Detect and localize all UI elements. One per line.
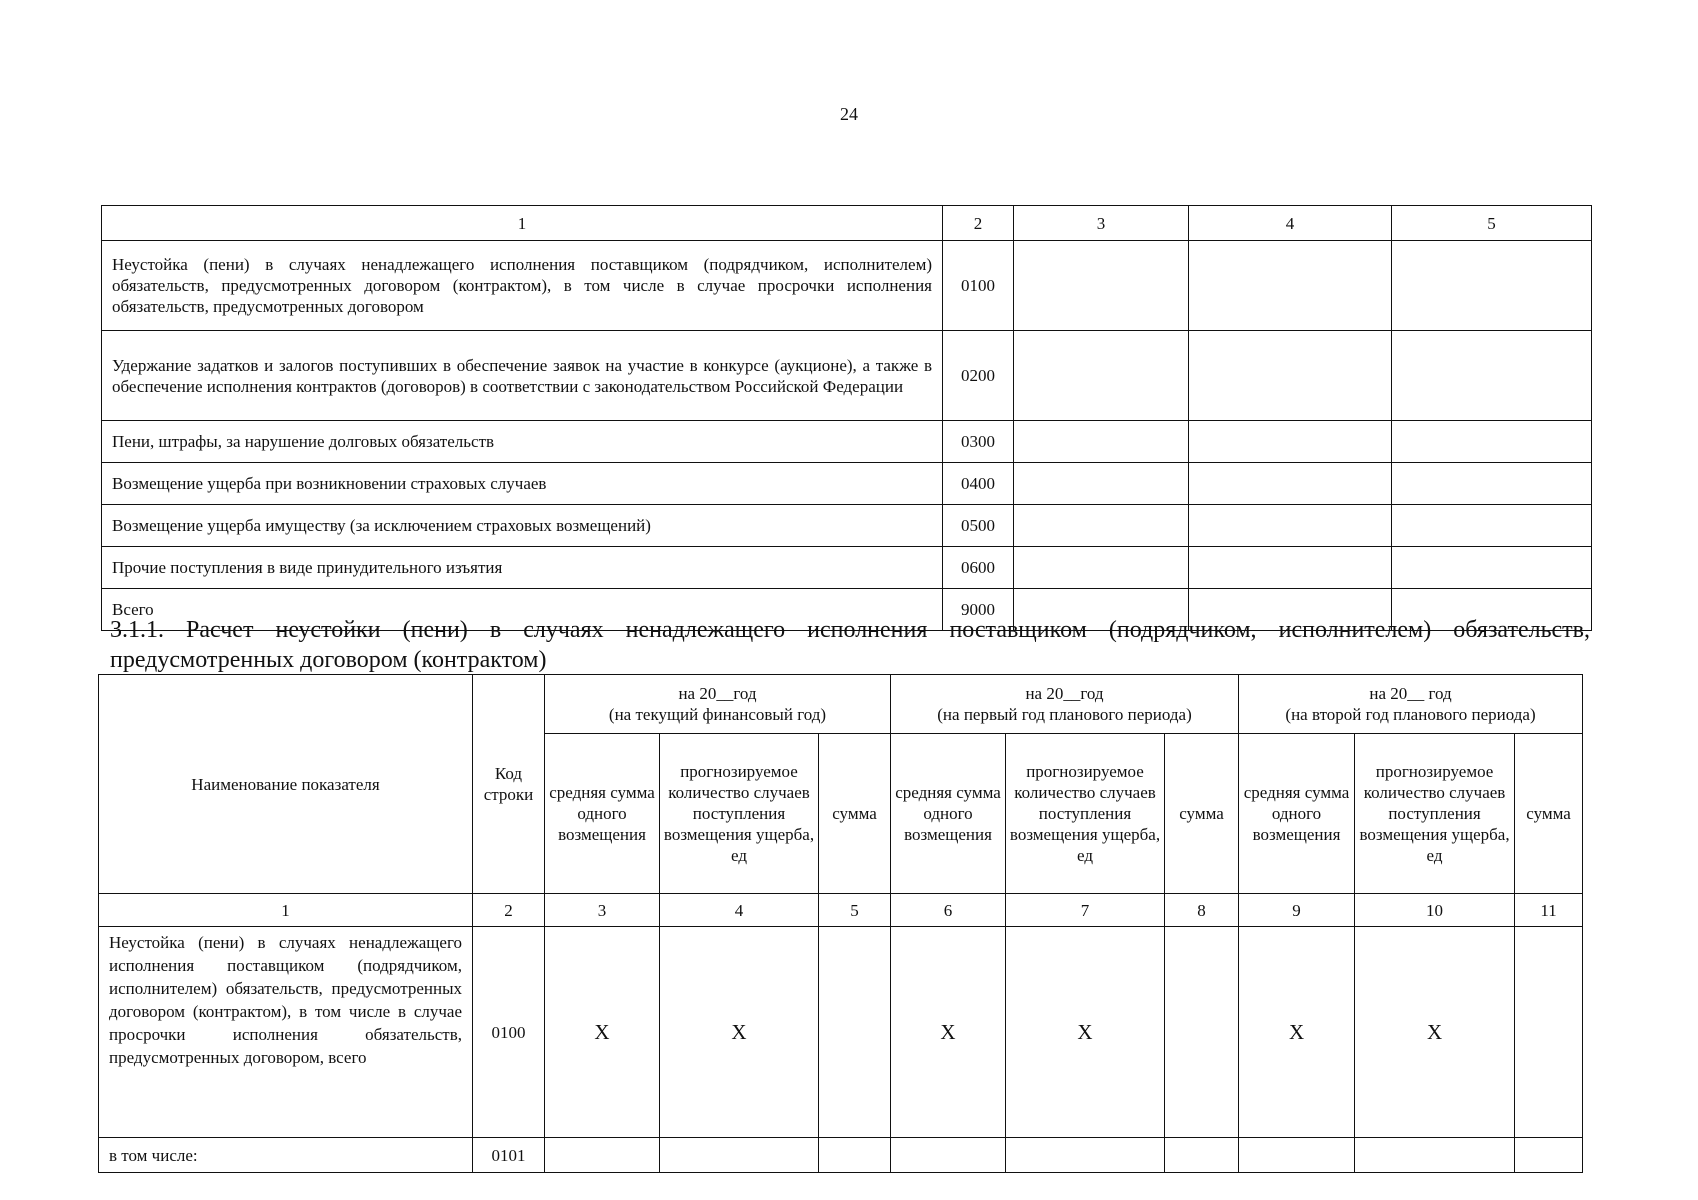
header-sum: сумма <box>1515 734 1583 894</box>
table-row <box>102 505 1592 547</box>
column-number: 4 <box>1189 206 1392 241</box>
table-header-row <box>102 206 1592 241</box>
column-number: 8 <box>1165 894 1239 927</box>
row-name: Возмещение ущерба имуществу (за исключением страховых возмещений) <box>102 505 943 547</box>
table-row <box>102 421 1592 463</box>
header-sum: сумма <box>1165 734 1239 894</box>
section-title: 3.1.1. Расчет неустойки (пени) в случаях ненадлежащего исполнения поставщиком (подрядчиком, исполнителем) обязательств, предусмотренных договором (контрактом) <box>110 617 1590 673</box>
row-code: 0200 <box>943 331 1014 421</box>
table-row <box>102 547 1592 589</box>
penalty-calculation-table <box>98 674 1583 1173</box>
value-cell <box>1189 331 1392 421</box>
value-cell <box>1014 331 1189 421</box>
period-year: на 20__год <box>1025 684 1104 703</box>
header-forecast-count: прогнозируемое количество случаев поступления возмещения ущерба, ед <box>1006 734 1165 894</box>
period-description: (на второй год планового периода) <box>1285 705 1536 724</box>
row-code: 0600 <box>943 547 1014 589</box>
value-cell <box>1515 927 1583 1138</box>
value-cell <box>1014 421 1189 463</box>
value-cell <box>1392 505 1592 547</box>
value-cell <box>1355 1138 1515 1173</box>
value-cell <box>660 1138 819 1173</box>
period-year: на 20__год <box>678 684 757 703</box>
value-cell <box>1189 463 1392 505</box>
table-row <box>102 331 1592 421</box>
row-name: в том числе: <box>99 1138 473 1173</box>
value-cell <box>545 1138 660 1173</box>
row-code: 0500 <box>943 505 1014 547</box>
value-cell <box>1165 927 1239 1138</box>
value-cell <box>1014 241 1189 331</box>
value-cell <box>1392 547 1592 589</box>
column-number: 3 <box>545 894 660 927</box>
row-code: 0101 <box>473 1138 545 1173</box>
column-number: 1 <box>99 894 473 927</box>
column-number: 11 <box>1515 894 1583 927</box>
value-cell <box>1392 241 1592 331</box>
header-row-code: Код строки <box>473 675 545 894</box>
x-mark: Х <box>1239 927 1355 1138</box>
header-forecast-count: прогнозируемое количество случаев поступления возмещения ущерба, ед <box>1355 734 1515 894</box>
table-header-row <box>99 675 1583 734</box>
value-cell <box>1014 505 1189 547</box>
page-number: 24 <box>840 104 858 124</box>
value-cell <box>1006 1138 1165 1173</box>
header-sum: сумма <box>819 734 891 894</box>
column-number: 9 <box>1239 894 1355 927</box>
x-mark: Х <box>891 927 1006 1138</box>
revenue-summary-table <box>101 205 1592 631</box>
column-number: 10 <box>1355 894 1515 927</box>
value-cell <box>1392 421 1592 463</box>
row-name: Удержание задатков и залогов поступивших в обеспечение заявок на участие в конкурсе (аукционе), а также в обеспечение исполнения контрактов (договоров) в соответствии с законодательством Российской Федерации <box>102 331 943 421</box>
table-row <box>102 241 1592 331</box>
value-cell <box>1014 547 1189 589</box>
value-cell <box>1189 421 1392 463</box>
period-description: (на первый год планового периода) <box>937 705 1192 724</box>
column-number: 7 <box>1006 894 1165 927</box>
column-number: 1 <box>102 206 943 241</box>
value-cell <box>1014 463 1189 505</box>
column-number: 2 <box>473 894 545 927</box>
value-cell <box>819 927 891 1138</box>
row-name: Пени, штрафы, за нарушение долговых обязательств <box>102 421 943 463</box>
column-numbers-row <box>99 894 1583 927</box>
header-period-first-plan <box>891 675 1239 734</box>
row-name: Неустойка (пени) в случаях ненадлежащего исполнения поставщиком (подрядчиком, исполнителем) обязательств, предусмотренных договором (контрактом), в том числе в случае просрочки исполнения обязательств, предусмотренных договором <box>102 241 943 331</box>
column-number: 3 <box>1014 206 1189 241</box>
value-cell <box>1239 1138 1355 1173</box>
row-name: Всего <box>102 589 943 631</box>
header-average-amount: средняя сумма одного возмещения <box>1239 734 1355 894</box>
header-forecast-count: прогнозируемое количество случаев поступления возмещения ущерба, ед <box>660 734 819 894</box>
header-average-amount: средняя сумма одного возмещения <box>545 734 660 894</box>
x-mark: Х <box>545 927 660 1138</box>
x-mark: Х <box>1355 927 1515 1138</box>
row-name: Прочие поступления в виде принудительного изъятия <box>102 547 943 589</box>
table-row <box>102 463 1592 505</box>
value-cell <box>819 1138 891 1173</box>
column-number: 5 <box>819 894 891 927</box>
column-number: 6 <box>891 894 1006 927</box>
table-row <box>99 927 1583 1138</box>
table-row <box>99 1138 1583 1173</box>
row-name: Неустойка (пени) в случаях ненадлежащего исполнения поставщиком (подрядчиком, исполнителем) обязательств, предусмотренных договором (контрактом), в том числе в случае просрочки исполнения обязательств, предусмотренных договором, всего <box>99 927 473 1138</box>
value-cell <box>1189 241 1392 331</box>
row-code: 0400 <box>943 463 1014 505</box>
row-code: 0100 <box>943 241 1014 331</box>
header-period-current <box>545 675 891 734</box>
period-description: (на текущий финансовый год) <box>608 705 827 724</box>
row-name: Возмещение ущерба при возникновении страховых случаев <box>102 463 943 505</box>
value-cell <box>1515 1138 1583 1173</box>
column-number: 4 <box>660 894 819 927</box>
value-cell <box>1189 505 1392 547</box>
x-mark: Х <box>660 927 819 1138</box>
value-cell <box>1165 1138 1239 1173</box>
header-average-amount: средняя сумма одного возмещения <box>891 734 1006 894</box>
row-code: 0300 <box>943 421 1014 463</box>
row-code: 0100 <box>473 927 545 1138</box>
header-period-second-plan <box>1239 675 1583 734</box>
header-indicator-name: Наименование показателя <box>99 675 473 894</box>
value-cell <box>1392 463 1592 505</box>
row-code: 9000 <box>943 589 1014 631</box>
value-cell <box>1392 331 1592 421</box>
period-year: на 20__ год <box>1369 684 1452 703</box>
column-number: 5 <box>1392 206 1592 241</box>
value-cell <box>1189 547 1392 589</box>
value-cell <box>891 1138 1006 1173</box>
x-mark: Х <box>1006 927 1165 1138</box>
column-number: 2 <box>943 206 1014 241</box>
